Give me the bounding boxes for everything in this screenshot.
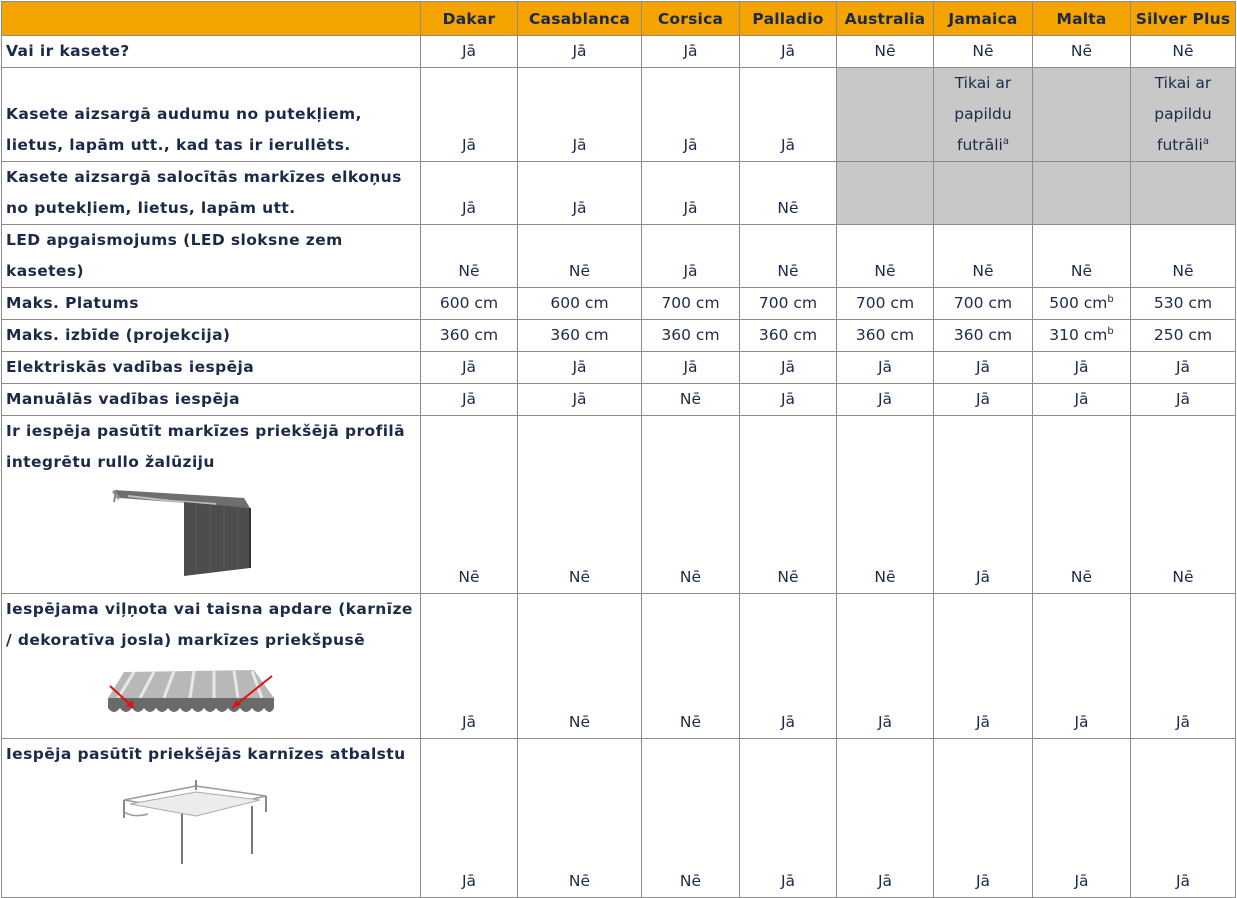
gray-cell <box>1033 68 1131 162</box>
table-cell: Nē <box>642 416 740 594</box>
column-header: Jamaica <box>934 2 1033 36</box>
table-cell: 360 cm <box>837 320 934 352</box>
table-row <box>2 594 1236 739</box>
column-header: Dakar <box>421 2 518 36</box>
row-label-cell <box>2 594 421 739</box>
row-label: Kasete aizsargā audumu no putekļiem, lietus, lapām utt., kad tas ir ierullēts. <box>2 68 421 162</box>
table-cell: Nē <box>518 416 642 594</box>
table-cell: Jā <box>740 352 837 384</box>
table-cell: Jā <box>518 36 642 68</box>
table-cell: Jā <box>421 68 518 162</box>
header-empty <box>2 2 421 36</box>
comparison-table <box>1 1 1236 898</box>
row-label-cell <box>2 416 421 594</box>
table-cell: Jā <box>1033 594 1131 739</box>
table-cell: Jā <box>518 68 642 162</box>
table-cell: Nē <box>518 739 642 898</box>
table-row <box>2 288 1236 320</box>
table-cell: Jā <box>642 36 740 68</box>
row-label: Maks. izbīde (projekcija) <box>2 320 421 352</box>
footnote-mark: a <box>1202 135 1209 147</box>
table-cell: 360 cm <box>421 320 518 352</box>
column-header: Palladio <box>740 2 837 36</box>
table-cell: 700 cm <box>740 288 837 320</box>
gray-cell <box>1033 162 1131 225</box>
column-header: Australia <box>837 2 934 36</box>
table-cell: Jā <box>934 384 1033 416</box>
table-cell: Nē <box>837 225 934 288</box>
table-cell: Jā <box>1131 352 1236 384</box>
table-cell: Nē <box>421 416 518 594</box>
table-cell: 530 cm <box>1131 288 1236 320</box>
table-cell: Jā <box>740 594 837 739</box>
table-cell: Jā <box>740 384 837 416</box>
table-cell: Nē <box>740 225 837 288</box>
row-label: Kasete aizsargā salocītās markīzes elkoņus no putekļiem, lietus, lapām utt. <box>2 162 421 225</box>
table-cell: Jā <box>1033 739 1131 898</box>
table-cell: Jā <box>1131 739 1236 898</box>
cell-value: 500 cm <box>1049 294 1108 312</box>
table-cell: Nē <box>642 384 740 416</box>
table-cell: 600 cm <box>421 288 518 320</box>
table-cell: Jā <box>642 162 740 225</box>
table-cell <box>1033 288 1131 320</box>
row-label-cell <box>2 739 421 898</box>
footnote-mark: b <box>1107 293 1114 305</box>
table-cell: Nē <box>1131 416 1236 594</box>
row-label: LED apgaismojums (LED sloksne zem kasetes) <box>2 225 421 288</box>
table-cell: 700 cm <box>934 288 1033 320</box>
footnote-mark: b <box>1107 325 1114 337</box>
table-cell: Nē <box>518 225 642 288</box>
table-cell: 360 cm <box>518 320 642 352</box>
table-cell: 250 cm <box>1131 320 1236 352</box>
table-row <box>2 162 1236 225</box>
note-cell <box>1131 68 1236 162</box>
table-cell: Nē <box>934 225 1033 288</box>
table-cell: Nē <box>934 36 1033 68</box>
note-text: Tikai ar papildu futrāli <box>1154 74 1212 154</box>
table-cell: Nē <box>837 416 934 594</box>
table-row <box>2 739 1236 898</box>
column-header: Silver Plus <box>1131 2 1236 36</box>
table-row <box>2 225 1236 288</box>
gray-cell <box>837 68 934 162</box>
table-cell: Nē <box>1033 225 1131 288</box>
table-cell: Nē <box>1033 416 1131 594</box>
row-label: Manuālās vadības iespēja <box>2 384 421 416</box>
table-cell: Nē <box>837 36 934 68</box>
table-cell: Nē <box>1131 36 1236 68</box>
table-cell: Jā <box>518 162 642 225</box>
header-row <box>2 2 1236 36</box>
gray-cell <box>837 162 934 225</box>
valance-awning-illustration <box>104 662 284 722</box>
table-row <box>2 320 1236 352</box>
table-cell: Jā <box>518 384 642 416</box>
table-cell: 700 cm <box>642 288 740 320</box>
table-cell: Jā <box>837 739 934 898</box>
table-cell: Jā <box>421 739 518 898</box>
row-label: Iespēja pasūtīt priekšējās karnīzes atbalstu <box>6 745 406 763</box>
table-cell: Jā <box>837 594 934 739</box>
table-cell: Jā <box>421 352 518 384</box>
table-cell: Jā <box>1131 384 1236 416</box>
table-cell: Nē <box>1131 225 1236 288</box>
column-header: Casablanca <box>518 2 642 36</box>
table-cell: Jā <box>934 416 1033 594</box>
front-support-awning-illustration <box>116 776 276 866</box>
table-cell: Jā <box>740 36 837 68</box>
table-cell: 360 cm <box>934 320 1033 352</box>
table-cell: Jā <box>642 68 740 162</box>
table-cell: Nē <box>518 594 642 739</box>
note-text: Tikai ar papildu futrāli <box>954 74 1012 154</box>
table-cell: Jā <box>1033 352 1131 384</box>
table-cell: Jā <box>421 162 518 225</box>
row-label: Maks. Platums <box>2 288 421 320</box>
gray-cell <box>1131 162 1236 225</box>
table-cell: Jā <box>934 352 1033 384</box>
table-cell: 360 cm <box>642 320 740 352</box>
table-cell: 360 cm <box>740 320 837 352</box>
table-row <box>2 352 1236 384</box>
table-cell: Jā <box>740 739 837 898</box>
table-cell: Nē <box>740 162 837 225</box>
gray-cell <box>934 162 1033 225</box>
table-cell: Nē <box>1033 36 1131 68</box>
table-row <box>2 416 1236 594</box>
note-cell <box>934 68 1033 162</box>
row-label: Iespējama viļņota vai taisna apdare (karnīze / dekoratīva josla) markīzes priekšpusē <box>6 600 413 649</box>
table-cell: Jā <box>1033 384 1131 416</box>
table-cell: Nē <box>740 416 837 594</box>
table-cell: Jā <box>642 225 740 288</box>
table-cell <box>1033 320 1131 352</box>
cell-value: 310 cm <box>1049 326 1108 344</box>
table-cell: Jā <box>740 68 837 162</box>
table-row <box>2 36 1236 68</box>
table-cell: Nē <box>642 594 740 739</box>
table-cell: Jā <box>837 384 934 416</box>
table-cell: 600 cm <box>518 288 642 320</box>
table-cell: Nē <box>421 225 518 288</box>
table-cell: Jā <box>421 384 518 416</box>
table-cell: 700 cm <box>837 288 934 320</box>
table-row <box>2 68 1236 162</box>
table-cell: Jā <box>642 352 740 384</box>
footnote-mark: a <box>1002 135 1009 147</box>
column-header: Malta <box>1033 2 1131 36</box>
table-cell: Jā <box>518 352 642 384</box>
row-label: Ir iespēja pasūtīt markīzes priekšējā profilā integrētu rullo žalūziju <box>6 422 406 471</box>
row-label: Elektriskās vadības iespēja <box>2 352 421 384</box>
row-label: Vai ir kasete? <box>2 36 421 68</box>
table-cell: Jā <box>934 739 1033 898</box>
table-cell: Jā <box>837 352 934 384</box>
table-cell: Jā <box>934 594 1033 739</box>
table-cell: Jā <box>421 594 518 739</box>
roller-blind-awning-illustration <box>106 484 266 579</box>
table-cell: Jā <box>421 36 518 68</box>
column-header: Corsica <box>642 2 740 36</box>
table-cell: Nē <box>642 739 740 898</box>
table-row <box>2 384 1236 416</box>
table-cell: Jā <box>1131 594 1236 739</box>
